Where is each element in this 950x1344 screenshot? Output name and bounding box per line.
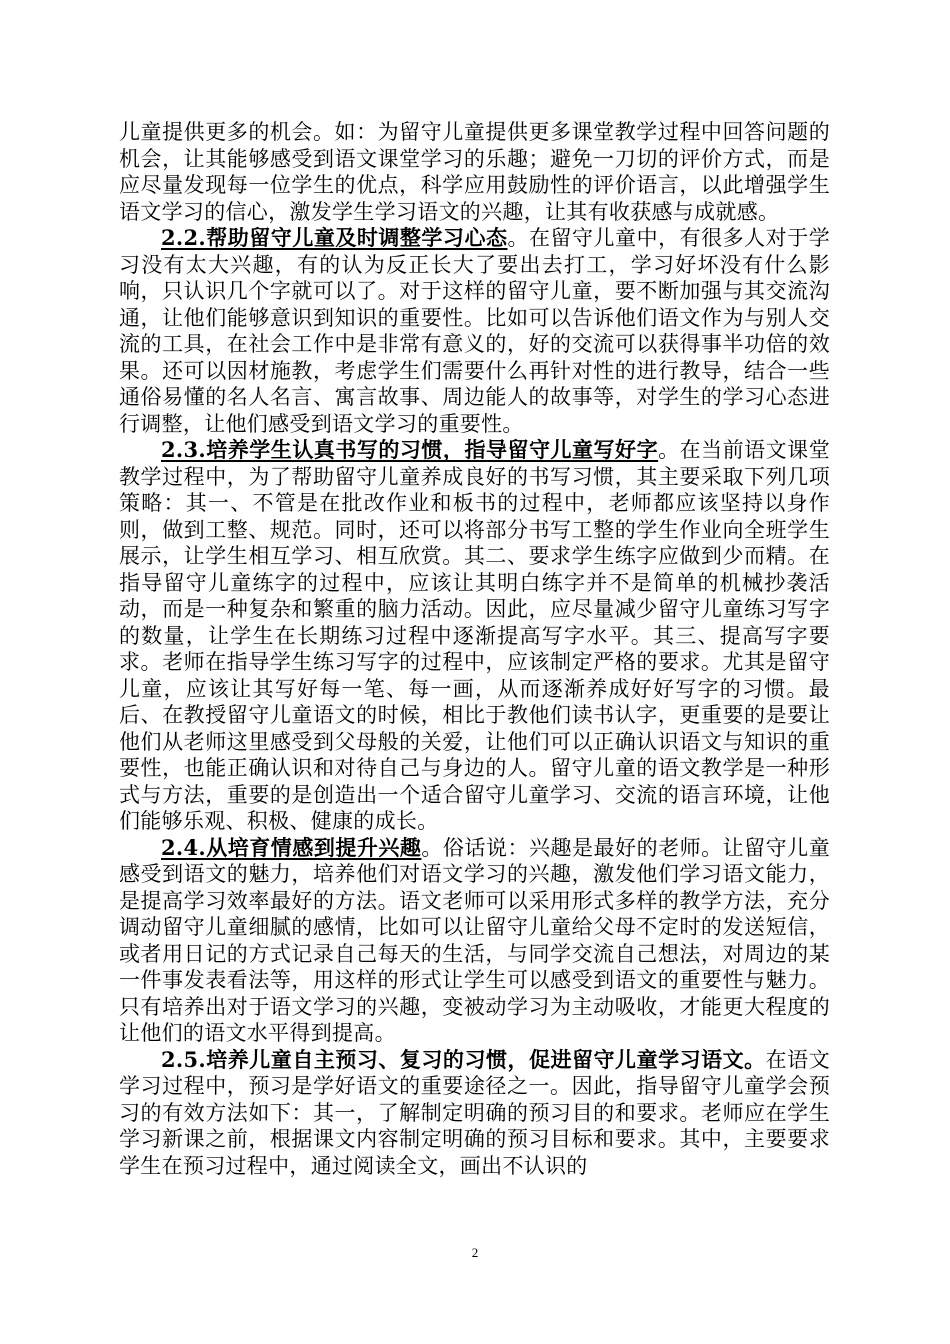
page-number: 2 [471,1245,479,1260]
section-heading-2-4: 2.4.从培育情感到提升兴趣 [161,834,422,860]
paragraph-2-5 [119,1047,830,1180]
paragraph-body: 在语文学习过程中，预习是学好语文的重要途径之一。因此，指导留守儿童学会预习的有效方法如下：其一，了解制定明确的预习目的和要求。老师应在学生学习新课之前，根据课文内容制定明确的预习目标和要求。其中，主要要求学生在预习过程中，通过阅读全文，画出不认识的 [119,1047,831,1178]
paragraph-continuation [119,119,830,225]
paragraph-body: 儿童提供更多的机会。如：为留守儿童提供更多课堂教学过程中回答问题的机会，让其能够感受到语文课堂学习的乐趣；避免一刀切的评价方式，而是应尽量发现每一位学生的优点，科学应用鼓励性的评价语言，以此增强学生语文学习的信心，激发学生学习语文的兴趣，让其有收获感与成就感。 [119,120,830,224]
paragraph-body: 。在当前语文课堂教学过程中，为了帮助留守儿童养成良好的书写习惯，其主要采取下列几项策略：其一、不管是在批改作业和板书的过程中，老师都应该坚持以身作则，做到工整、规范。同时，还可以将部分书写工整的学生作业向全班学生展示，让学生相互学习、相互欣赏。其二、要求学生练字应做到少而精。在指导留守儿童练字的过程中，应该让其明白练字并不是简单的机械抄袭活动，而是一种复杂和繁重的脑力活动。因此，应尽量减少留守儿童练习写字的数量，让学生在长期练习过程中逐渐提高写字水平。其三、提高写字要求。老师在指导学生练习写字的过程中，应该制定严格的要求。尤其是留守儿童，应该让其写好每一笔、每一画，从而逐渐养成好好写字的习惯。最后、在教授留守儿童语文的时候，相比于教他们读书认字，更重要的是要让他们从老师这里感受到父母般的关爱，让他们可以正确认识语文与知识的重要性，也能正确认识和对待自己与身边的人。留守儿童的语文教学是一种形式与方法，重要的是创造出一个适合留守儿童学习、交流的语言环境，让他们能够乐观、积极、健康的成长。 [119,438,831,833]
paragraph-body: 。在留守儿童中，有很多人对于学习没有太大兴趣，有的认为反正长大了要出去打工，学习好坏没有什么影响，只认识几个字就可以了。对于这样的留守儿童，要不断加强与其交流沟通，让他们能够意识到知识的重要性。比如可以告诉他们语文作为与别人交流的工具，在社会工作中是非常有意义的，好的交流可以获得事半功倍的效果。还可以因材施教，考虑学生们需要什么再针对性的进行教导，结合一些通俗易懂的名人名言、寓言故事、周边能人的故事等，对学生的学习心态进行调整，让他们感受到语文学习的重要性。 [119,226,831,436]
paragraph-2-4 [119,835,830,1047]
section-heading-2-2: 2.2.帮助留守儿童及时调整学习心态 [161,225,508,250]
document-body [119,119,830,1179]
paragraph-2-3 [119,437,830,835]
paragraph-2-2 [119,225,830,437]
paragraph-body: 。俗话说：兴趣是最好的老师。让留守儿童感受到语文的魅力，培养他们对语文学习的兴趣，激发他们学习语文能力，是提高学习效率最好的方法。语文老师可以采用形式多样的教学方法，充分调动留守儿童细腻的感情，比如可以让留守儿童给父母不定时的发送短信，或者用日记的方式记录自己每天的生活，与同学交流自己想法，对周边的某一件事发表看法等，用这样的形式让学生可以感受到语文的重要性与魅力。只有培养出对于语文学习的兴趣，变被动学习为主动吸收，才能更大程度的让他们的语文水平得到提高。 [119,835,830,1045]
section-heading-2-5: 2.5.培养儿童自主预习、复习的习惯，促进留守儿童学习语文。 [161,1046,766,1072]
section-heading-2-3: 2.3.培养学生认真书写的习惯，指导留守儿童写好字 [161,437,659,462]
